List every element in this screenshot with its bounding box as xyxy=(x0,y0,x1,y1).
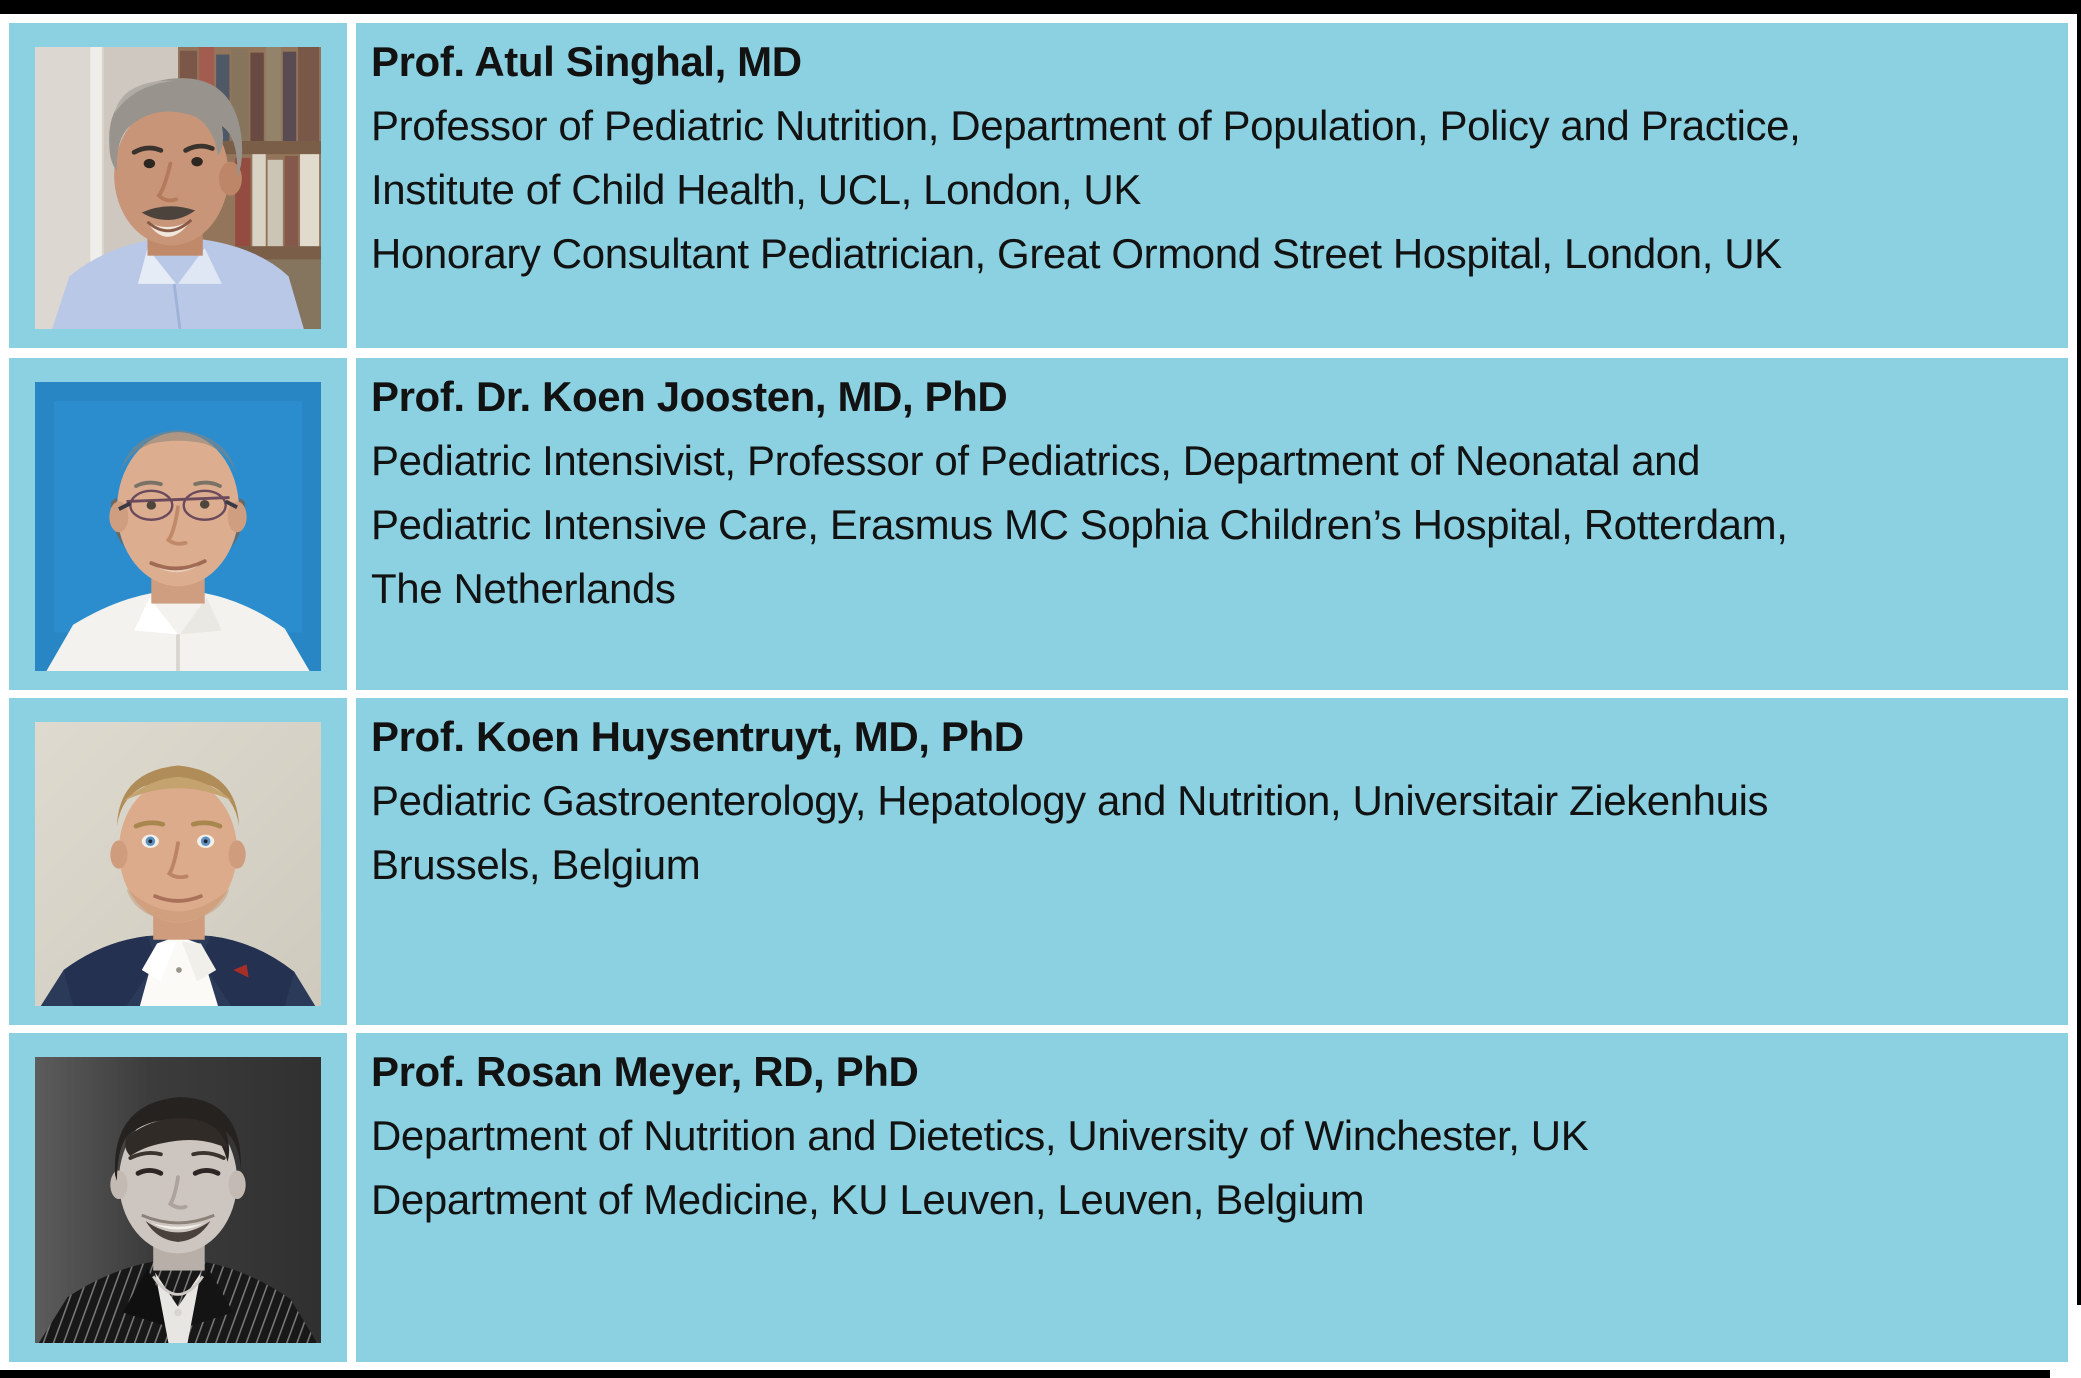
person-name: Prof. Dr. Koen Joosten, MD, PhD xyxy=(371,373,1008,420)
photo-box-meyer xyxy=(9,1033,347,1362)
profile-row-huysentruyt xyxy=(9,698,2068,1025)
person-bio-line: Department of Nutrition and Dietetics, University of Winchester, UK xyxy=(371,1112,1589,1159)
photo-box-singhal xyxy=(9,23,347,348)
photo-box-huysentruyt xyxy=(9,698,347,1025)
person-name: Prof. Koen Huysentruyt, MD, PhD xyxy=(371,713,1024,760)
bottom-frame-bar xyxy=(0,1370,2050,1378)
person-bio-line: Pediatric Intensive Care, Erasmus MC Sophia Children’s Hospital, Rotterdam, xyxy=(371,501,1788,548)
bio-text-joosten xyxy=(356,358,2068,690)
person-bio-line: Institute of Child Health, UCL, London, UK xyxy=(371,166,1141,213)
profile-row-singhal xyxy=(9,23,2068,348)
portrait-photo-koen-joosten xyxy=(35,382,321,671)
person-bio-line: Department of Medicine, KU Leuven, Leuven, Belgium xyxy=(371,1176,1365,1223)
portrait-photo-rosan-meyer xyxy=(35,1057,321,1343)
person-bio-line: Honorary Consultant Pediatrician, Great Ormond Street Hospital, London, UK xyxy=(371,230,1782,277)
top-frame-bar xyxy=(0,0,2081,14)
profile-row-joosten xyxy=(9,358,2068,690)
person-bio-line: Pediatric Gastroenterology, Hepatology and Nutrition, Universitair Ziekenhuis xyxy=(371,777,1769,824)
bio-text-meyer xyxy=(356,1033,2068,1362)
person-name: Prof. Rosan Meyer, RD, PhD xyxy=(371,1048,919,1095)
person-name: Prof. Atul Singhal, MD xyxy=(371,38,802,85)
bio-text-huysentruyt xyxy=(356,698,2068,1025)
photo-box-joosten xyxy=(9,358,347,690)
portrait-photo-koen-huysentruyt xyxy=(35,722,321,1006)
person-bio-line: Professor of Pediatric Nutrition, Department of Population, Policy and Practice, xyxy=(371,102,1801,149)
portrait-photo-atul-singhal xyxy=(35,47,321,329)
right-frame-bar xyxy=(2077,0,2081,1305)
bio-text-singhal xyxy=(356,23,2068,348)
person-bio-line: Brussels, Belgium xyxy=(371,841,701,888)
person-bio-line: Pediatric Intensivist, Professor of Pediatrics, Department of Neonatal and xyxy=(371,437,1701,484)
profile-row-meyer xyxy=(9,1033,2068,1362)
person-bio-line: The Netherlands xyxy=(371,565,676,612)
